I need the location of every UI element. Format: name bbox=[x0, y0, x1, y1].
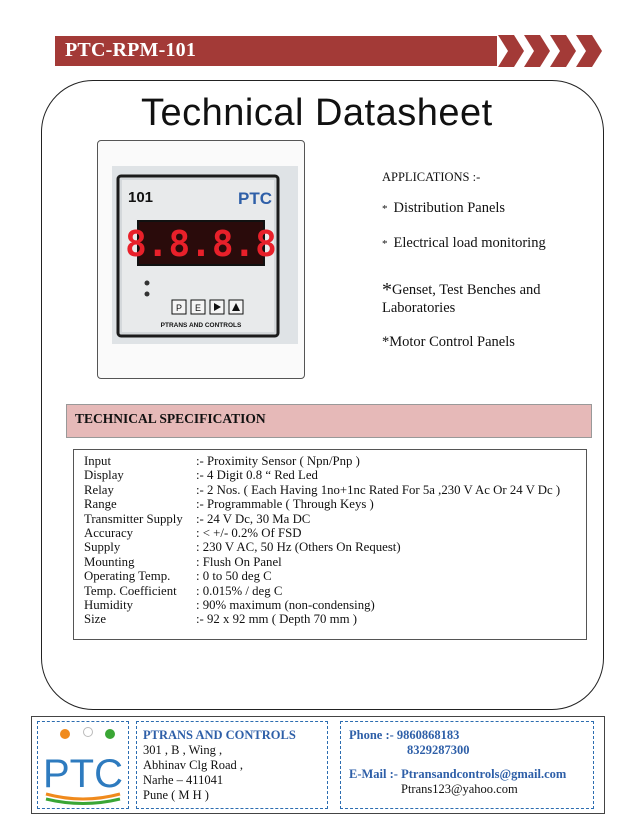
spec-row: Range :- Programmable ( Through Keys ) bbox=[84, 497, 374, 512]
spec-heading-bar bbox=[66, 404, 592, 438]
application-item: *Genset, Test Benches and Laboratories bbox=[382, 279, 541, 316]
svg-text:E: E bbox=[194, 303, 202, 313]
device-maker-text: PTRANS AND CONTROLS bbox=[160, 322, 242, 329]
spec-row: Transmitter Supply :- 24 V Dc, 30 Ma DC bbox=[84, 511, 311, 526]
spec-row: Accuracy : < +/- 0.2% Of FSD bbox=[84, 526, 302, 541]
chevron-arrows-icon bbox=[498, 33, 616, 69]
model-title: PTC-RPM-101 bbox=[65, 39, 197, 61]
ptc-logo-icon bbox=[38, 722, 128, 808]
company-name: PTRANS AND CONTROLS bbox=[143, 728, 296, 742]
svg-text:PTC: PTC bbox=[43, 752, 123, 796]
email-primary: E-Mail :- Ptransandcontrols@gmail.com bbox=[349, 767, 567, 781]
spec-table bbox=[84, 454, 560, 627]
phone-secondary: 8329287300 bbox=[407, 743, 470, 757]
spec-row: Size :- 92 x 92 mm ( Depth 70 mm ) bbox=[84, 612, 358, 627]
page-title: Technical Datasheet bbox=[141, 92, 493, 134]
header-banner bbox=[55, 36, 497, 66]
led-indicator-2 bbox=[145, 292, 150, 297]
spec-row: Display :- 4 Digit 0.8 “ Red Led bbox=[84, 468, 318, 483]
applications-section bbox=[382, 170, 582, 367]
application-item: * Electrical load monitoring bbox=[382, 235, 546, 251]
spec-row: Supply : 230 V AC, 50 Hz (Others On Request) bbox=[84, 540, 401, 555]
application-item: *Motor Control Panels bbox=[382, 334, 515, 350]
applications-title: APPLICATIONS :- bbox=[382, 170, 481, 184]
spec-row: Mounting : Flush On Panel bbox=[84, 554, 282, 569]
footer bbox=[31, 716, 605, 814]
address-line: Pune ( M H ) bbox=[143, 788, 209, 802]
company-logo bbox=[37, 721, 129, 809]
address-line: 301 , B , Wing , bbox=[143, 743, 223, 757]
address-line: Abhinav Clg Road , bbox=[143, 758, 243, 772]
spec-heading: TECHNICAL SPECIFICATION bbox=[75, 411, 266, 426]
device-label-number: 101 bbox=[128, 189, 154, 206]
device-brand-logo: PTC bbox=[238, 189, 272, 208]
spec-row: Relay :- 2 Nos. ( Each Having 1no+1nc Rated For 5a ,230 V Ac Or 24 V Dc ) bbox=[84, 482, 561, 497]
address-line: Narhe – 411041 bbox=[143, 773, 224, 787]
spec-row: Input :- Proximity Sensor ( Npn/Pnp ) bbox=[84, 454, 360, 468]
led-digits: 8.8.8.8 bbox=[125, 224, 277, 265]
product-photo bbox=[112, 166, 298, 344]
application-item: * Distribution Panels bbox=[382, 200, 506, 216]
address-block bbox=[136, 721, 328, 809]
contact-block bbox=[340, 721, 594, 809]
spec-row: Temp. Coefficient : 0.015% / deg C bbox=[84, 583, 283, 598]
svg-text:P: P bbox=[175, 303, 183, 313]
spec-row: Humidity : 90% maximum (non-condensing) bbox=[84, 598, 375, 613]
phone-primary: Phone :- 9860868183 bbox=[349, 728, 460, 742]
spec-table-box bbox=[73, 449, 587, 640]
led-indicator-1 bbox=[145, 281, 150, 286]
email-secondary: Ptrans123@yahoo.com bbox=[401, 782, 518, 796]
spec-row: Operating Temp. : 0 to 50 deg C bbox=[84, 569, 272, 584]
